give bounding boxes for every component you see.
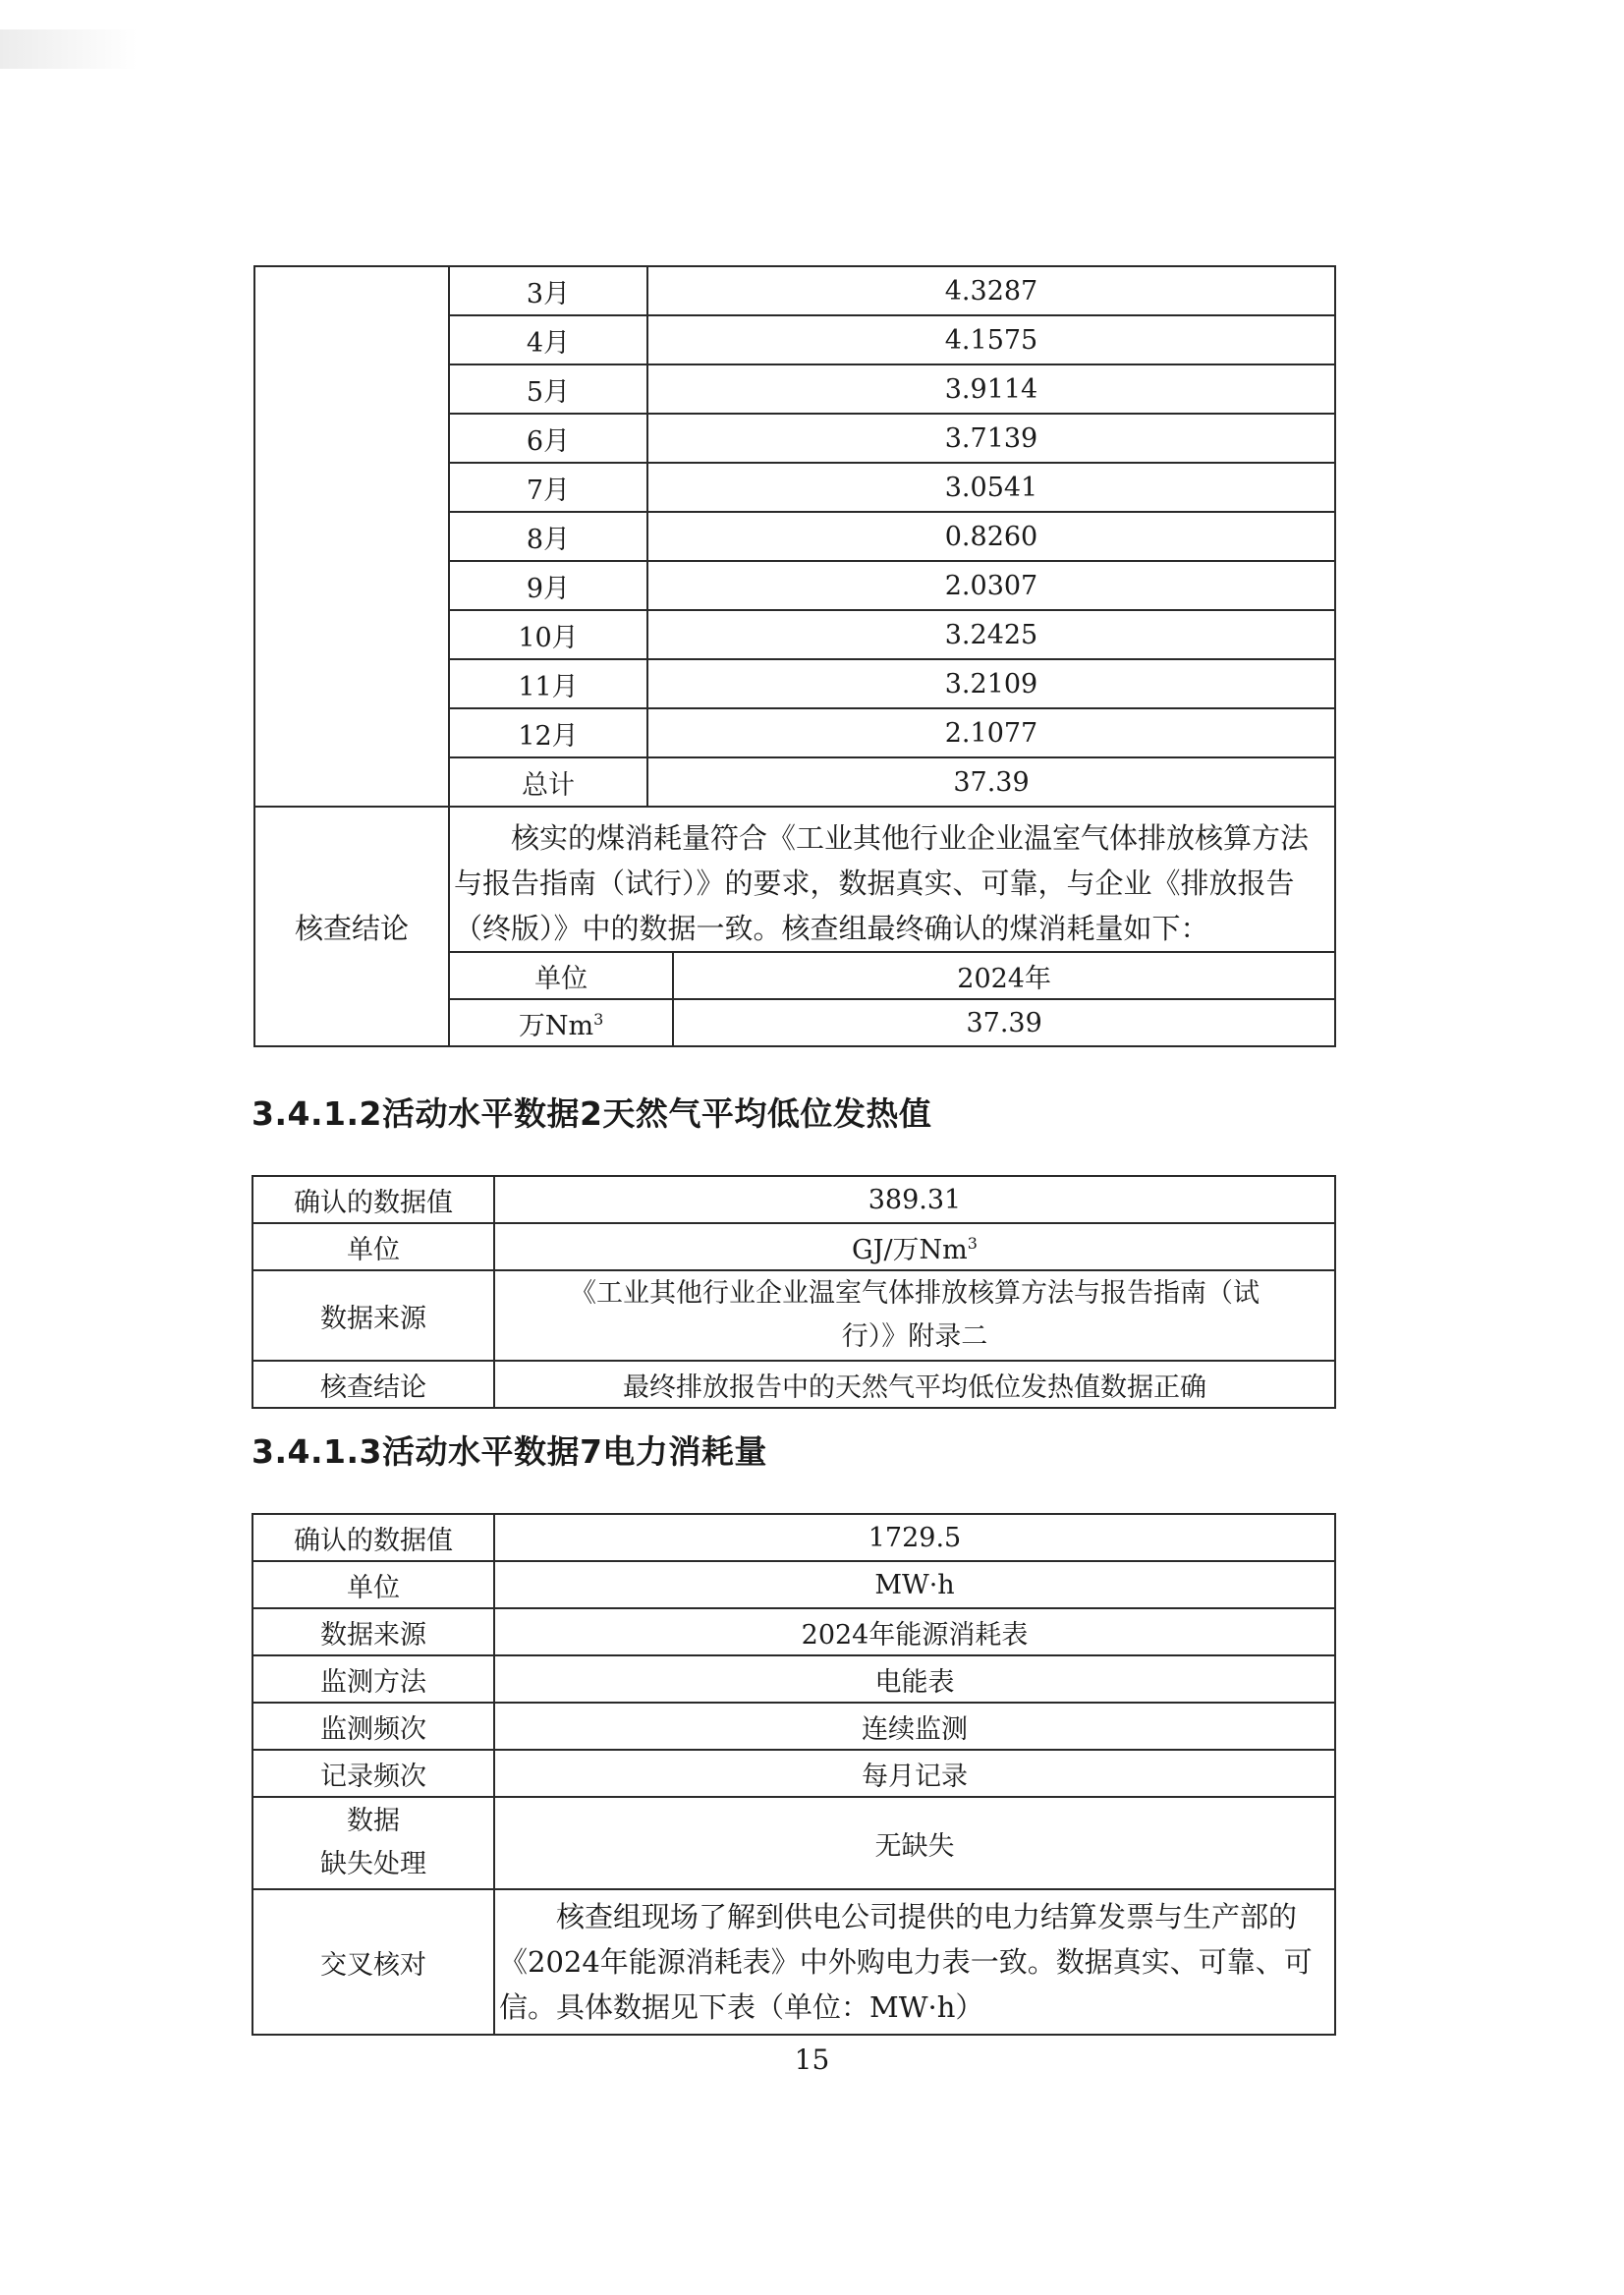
method-value: 电能表 [494, 1655, 1335, 1703]
unit-label: 单位 [252, 1223, 494, 1270]
inner-unit: 万Nm [518, 1010, 594, 1041]
cross-label: 交叉核对 [252, 1889, 494, 2035]
confirmed-label: 确认的数据值 [252, 1514, 494, 1561]
missing-label-line-2: 缺失处理 [320, 1849, 426, 1879]
value-cell: 2.1077 [647, 708, 1335, 757]
source-label: 数据来源 [252, 1608, 494, 1655]
table-row [252, 1608, 1335, 1655]
confirmed-value: 1729.5 [494, 1514, 1335, 1561]
method-label: 监测方法 [252, 1655, 494, 1703]
merged-label-cell [254, 266, 449, 807]
section-heading-3-4-1-2: 3.4.1.2活动水平数据2天然气平均低位发热值 [252, 1094, 932, 1133]
month-cell: 8月 [449, 512, 647, 561]
conclusion-text: 核实的煤消耗量符合《工业其他行业企业温室气体排放核算方法与报告指南（试行）》的要求，数据真实、可靠，与企业《排放报告（终版）》中的数据一致。核查组最终确认的煤消耗量如下： [454, 821, 1310, 945]
unit-label: 单位 [252, 1561, 494, 1608]
table-row [252, 1655, 1335, 1703]
month-cell: 4月 [449, 315, 647, 364]
freq-value: 连续监测 [494, 1703, 1335, 1750]
unit-sup: 3 [967, 1233, 978, 1253]
value-cell: 3.2109 [647, 659, 1335, 708]
table-row [252, 1889, 1335, 2035]
inner-unit-sup: 3 [593, 1009, 604, 1029]
month-cell: 11月 [449, 659, 647, 708]
table-row [252, 1176, 1335, 1223]
table-row [450, 952, 1334, 999]
monthly-consumption-table [253, 265, 1336, 1047]
table-row [252, 1750, 1335, 1797]
freq-label: 监测频次 [252, 1703, 494, 1750]
table-row [450, 999, 1334, 1045]
conclusion-label: 核查结论 [252, 1361, 494, 1408]
table-row [252, 1514, 1335, 1561]
missing-label-line-1: 数据 [347, 1806, 400, 1836]
confirmed-value: 389.31 [494, 1176, 1335, 1223]
source-label: 数据来源 [252, 1270, 494, 1361]
missing-value: 无缺失 [494, 1797, 1335, 1889]
inner-unit-cell [450, 999, 673, 1045]
month-cell: 7月 [449, 463, 647, 512]
confirmed-value-table [450, 951, 1334, 1045]
value-cell: 0.8260 [647, 512, 1335, 561]
cross-value: 核查组现场了解到供电公司提供的电力结算发票与生产部的《2024年能源消耗表》中外购电力表一致。数据真实、可靠、可信。具体数据见下表（单位：MW·h） [494, 1889, 1335, 2035]
value-cell: 4.3287 [647, 266, 1335, 315]
scan-artifact [0, 29, 138, 69]
gas-heat-value-table [252, 1175, 1336, 1409]
month-cell: 6月 [449, 414, 647, 463]
record-label: 记录频次 [252, 1750, 494, 1797]
unit-cell [494, 1223, 1335, 1270]
month-cell: 10月 [449, 610, 647, 659]
page-number: 15 [794, 2043, 830, 2076]
table-row [252, 1703, 1335, 1750]
inner-value: 37.39 [673, 999, 1334, 1045]
electricity-consumption-table [252, 1513, 1336, 2036]
table-row [252, 1223, 1335, 1270]
inner-header-unit: 单位 [450, 952, 673, 999]
record-value: 每月记录 [494, 1750, 1335, 1797]
source-value: 2024年能源消耗表 [494, 1608, 1335, 1655]
table-row [254, 266, 1335, 315]
total-value: 37.39 [647, 757, 1335, 807]
confirmed-label: 确认的数据值 [252, 1176, 494, 1223]
month-cell: 5月 [449, 364, 647, 414]
value-cell: 3.7139 [647, 414, 1335, 463]
source-value: 《工业其他行业企业温室气体排放核算方法与报告指南（试行）》附录二 [494, 1270, 1335, 1361]
month-cell: 3月 [449, 266, 647, 315]
section-heading-3-4-1-3: 3.4.1.3活动水平数据7电力消耗量 [252, 1432, 767, 1471]
conclusion-row [254, 807, 1335, 1046]
value-cell: 2.0307 [647, 561, 1335, 610]
conclusion-value: 最终排放报告中的天然气平均低位发热值数据正确 [494, 1361, 1335, 1408]
value-cell: 3.0541 [647, 463, 1335, 512]
missing-label [252, 1797, 494, 1889]
unit-value: MW·h [494, 1561, 1335, 1608]
value-cell: 4.1575 [647, 315, 1335, 364]
total-label: 总计 [449, 757, 647, 807]
value-cell: 3.9114 [647, 364, 1335, 414]
table-row [252, 1361, 1335, 1408]
month-cell: 12月 [449, 708, 647, 757]
month-cell: 9月 [449, 561, 647, 610]
table-row [252, 1561, 1335, 1608]
table-row [252, 1270, 1335, 1361]
value-cell: 3.2425 [647, 610, 1335, 659]
inner-header-year: 2024年 [673, 952, 1334, 999]
conclusion-label: 核查结论 [254, 807, 449, 1046]
table-row [252, 1797, 1335, 1889]
unit-value: GJ/万Nm [852, 1234, 968, 1265]
conclusion-cell [449, 807, 1335, 1046]
